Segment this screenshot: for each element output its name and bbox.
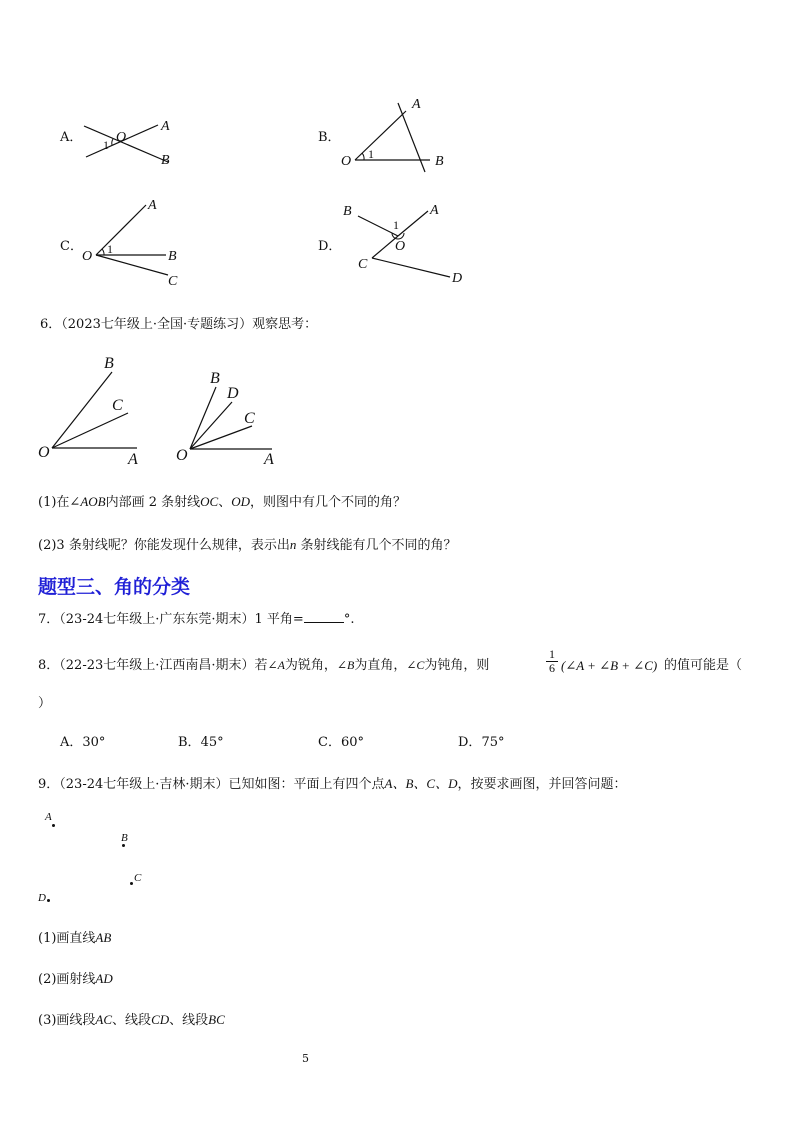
label-c: C — [358, 257, 368, 272]
point-c-label: C — [134, 872, 142, 884]
q6-part2: (2)3 条射线呢？你能发现什么规律，表示出n 条射线能有几个不同的角？ — [38, 537, 457, 553]
label-o: O — [395, 239, 406, 254]
label-d: D — [452, 271, 463, 286]
q6-part1: (1)在∠AOB内部画 2 条射线OC、OD，则图中有几个不同的角？ — [38, 494, 407, 510]
label-c: C — [244, 410, 255, 427]
label-a: A — [264, 451, 274, 468]
label-1: 1 — [103, 138, 109, 152]
option-b: B．45° — [178, 735, 224, 750]
page-number: 5 — [302, 1052, 309, 1065]
q8-stem: 8．（22-23七年级上·江西南昌·期末）若∠A为锐角，∠B为直角，∠C为钝角，则 — [38, 658, 490, 673]
label-b: B — [435, 154, 444, 169]
label-a: A — [430, 203, 439, 218]
point-a-label: A — [45, 811, 52, 823]
label-a: A — [161, 119, 170, 134]
option-c: C．60° — [318, 735, 364, 750]
q9-task1: (1)画直线AB — [38, 930, 112, 946]
q8-tail: 的值可能是（ — [664, 658, 743, 673]
label-o: O — [38, 444, 50, 461]
answer-blank — [304, 610, 344, 623]
label-a: A — [148, 198, 157, 213]
label-1: 1 — [393, 218, 399, 232]
label-c: C — [112, 397, 123, 414]
q8-expression: (∠A + ∠B + ∠C) — [561, 658, 658, 673]
q9-task3: (3)画线段AC、线段CD、线段BC — [38, 1012, 225, 1028]
option-d: D．75° — [458, 735, 505, 750]
option-d-letter: D． — [318, 239, 342, 254]
label-o: O — [176, 447, 188, 464]
label-b: B — [161, 153, 170, 168]
q7: 7．（23-24七年级上·广东东莞·期末）1 平角= °. — [38, 612, 355, 627]
label-c: C — [168, 274, 178, 289]
option-a: A．30° — [60, 735, 106, 750]
label-b: B — [210, 370, 220, 387]
label-o: O — [341, 154, 352, 169]
point-b — [122, 844, 125, 847]
point-c — [130, 882, 133, 885]
point-a — [52, 824, 55, 827]
point-d-label: D — [38, 892, 46, 904]
option-c-letter: C． — [60, 239, 83, 254]
label-b: B — [104, 355, 114, 372]
label-b: B — [343, 204, 352, 219]
label-d: D — [227, 385, 239, 402]
fraction: $\frac{1}{6}$ — [546, 648, 558, 675]
q9-task2: (2)画射线AD — [38, 971, 113, 987]
q6-stem: 6．（2023七年级上·全国·专题练习）观察思考： — [40, 317, 318, 332]
point-b-label: B — [121, 832, 128, 844]
label-o: O — [82, 249, 93, 264]
label-1: 1 — [368, 147, 374, 161]
q6-figure — [0, 0, 800, 480]
label-o: O — [116, 130, 127, 145]
option-a-letter: A． — [60, 130, 83, 145]
label-b: B — [168, 249, 177, 264]
option-b-letter: B． — [318, 130, 341, 145]
label-a: A — [128, 451, 138, 468]
label-1: 1 — [107, 242, 113, 256]
label-a: A — [412, 97, 421, 112]
q8-close-paren: ） — [38, 696, 52, 711]
section-heading: 题型三、角的分类 — [38, 576, 191, 598]
q9-stem: 9．（23-24七年级上·吉林·期末）已知如图：平面上有四个点A、B、C、D，按要求画图，并回答问题： — [38, 776, 627, 792]
point-d — [47, 899, 50, 902]
